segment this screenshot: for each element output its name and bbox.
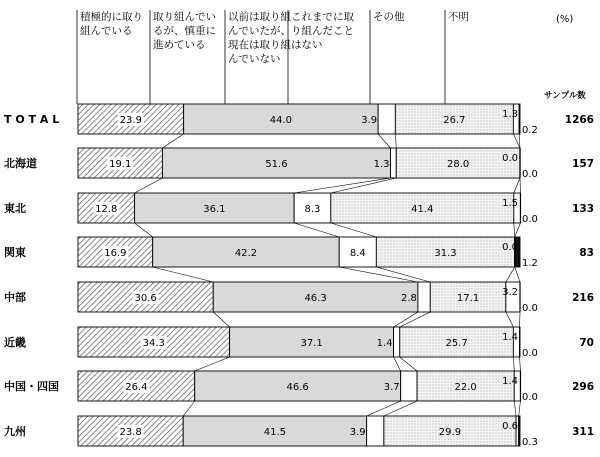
bar-value-label: 3.9 <box>361 115 378 126</box>
category-label: 中部 <box>4 291 26 304</box>
unit-label: (%) <box>556 14 574 25</box>
bar-value-label: 0.0 <box>522 214 538 225</box>
bar-connector-line <box>520 357 521 371</box>
sample-value: 216 <box>572 292 594 304</box>
bar-segment <box>401 371 417 401</box>
sample-value: 296 <box>572 381 594 393</box>
bar-connector-line <box>514 223 515 237</box>
legend-header-line: 積極的に取り <box>80 11 143 23</box>
bar-value-label: 1.4 <box>376 338 393 349</box>
legend-header-line: り組んだこと <box>291 25 354 37</box>
bar-segment <box>519 104 520 134</box>
bar-value-label: 1.2 <box>522 258 538 269</box>
bar-value-label: 46.3 <box>304 293 327 304</box>
bar-value-label: 3.9 <box>349 427 366 438</box>
bar-value-label: 36.1 <box>203 204 226 215</box>
bar-value-label: 44.0 <box>269 115 293 126</box>
bar-value-label: 22.0 <box>454 382 477 393</box>
bar-value-label: 2.8 <box>400 293 417 304</box>
bar-connector-line <box>514 178 520 193</box>
legend-header-line: んでいたが、 <box>228 25 291 37</box>
bar-connector-line <box>394 312 418 327</box>
bar-value-label: 1.3 <box>502 109 518 120</box>
sample-value: 70 <box>579 337 594 349</box>
bar-connector-line <box>135 178 163 193</box>
bar-connector-line <box>367 401 401 416</box>
bar-segment <box>394 327 400 357</box>
legend-header-line: 組んでいる <box>80 25 133 37</box>
bar-value-label: 19.1 <box>109 159 132 170</box>
bar-connector-line <box>519 401 521 416</box>
bar-value-label: 0.0 <box>522 169 538 180</box>
bar-value-label: 1.4 <box>502 376 518 387</box>
bar-connector-line <box>153 267 214 282</box>
bar-connector-line <box>162 134 183 148</box>
bar-value-label: 23.9 <box>119 115 142 126</box>
bar-connector-line <box>339 267 418 282</box>
bar-value-label: 1.3 <box>373 159 390 170</box>
bar-connector-line <box>294 223 339 237</box>
bar-value-label: 23.8 <box>119 427 142 438</box>
bar-value-label: 0.0 <box>502 153 518 164</box>
legend-header-line: はない <box>291 39 323 51</box>
category-label: 関東 <box>4 246 26 259</box>
sample-values <box>565 114 594 438</box>
bar-value-label: 1.5 <box>502 198 518 209</box>
bar-connector-line <box>384 401 417 416</box>
sample-value: 1266 <box>564 114 594 126</box>
legend-header-line: 現在は取り組 <box>228 39 291 51</box>
bar-value-label: 0.2 <box>522 125 538 136</box>
legend-header-line: 進めている <box>153 39 206 51</box>
bar-value-label: 0.0 <box>522 392 538 403</box>
bar-value-label: 26.4 <box>125 382 148 393</box>
bar-value-label: 51.6 <box>265 159 288 170</box>
bar-connector-line <box>376 267 430 282</box>
category-label: 東北 <box>4 202 26 215</box>
bar-value-label: 0.0 <box>522 303 538 314</box>
bar-connector-line <box>394 357 401 371</box>
bar-connector-line <box>515 267 520 282</box>
sample-value: 311 <box>572 426 594 438</box>
sample-value: 157 <box>572 158 594 170</box>
bar-connector-line <box>400 312 430 327</box>
sample-header: サンプル数 <box>544 91 586 101</box>
bar-value-label: 26.7 <box>443 115 466 126</box>
bar-value-label: 0.0 <box>502 242 518 253</box>
legend-header-line: 不明 <box>448 11 469 23</box>
bar-value-label: 16.9 <box>104 248 127 259</box>
bar-connector-line <box>331 223 377 237</box>
bar-connector-line <box>513 357 514 371</box>
bar-connector-line <box>213 312 229 327</box>
bar-connector-line <box>506 267 515 282</box>
bar-value-label: 42.2 <box>234 248 258 259</box>
category-label: T O T A L <box>4 113 60 126</box>
category-label: 近畿 <box>4 336 26 349</box>
bar-connector-line <box>183 401 194 416</box>
bar-segment <box>378 104 395 134</box>
bar-value-label: 1.4 <box>502 332 518 343</box>
bar-value-label: 46.6 <box>286 382 309 393</box>
bar-value-label: 17.1 <box>456 293 480 304</box>
bar-segment <box>418 282 430 312</box>
bar-connector-line <box>195 357 230 371</box>
bar-segment <box>367 416 384 446</box>
bar-value-label: 30.6 <box>134 293 157 304</box>
bar-connector-line <box>378 134 390 148</box>
bar-connector-line <box>515 223 521 237</box>
bar-value-label: 0.0 <box>522 348 538 359</box>
bar-value-label: 37.1 <box>300 338 323 349</box>
sample-value: 133 <box>572 203 594 215</box>
legend-header-line: 取り組んでい <box>153 11 216 23</box>
bar-connector-line <box>506 312 514 327</box>
category-labels <box>4 113 59 438</box>
bar-value-label: 41.5 <box>263 427 287 438</box>
legend-header-line: その他 <box>373 11 405 23</box>
bar-value-label: 41.4 <box>411 204 434 215</box>
bar-connector-line <box>395 134 396 148</box>
bar-value-label: 28.0 <box>446 159 470 170</box>
bar-connector-line <box>514 401 516 416</box>
legend-headers <box>80 10 469 65</box>
bar-value-label: 3.7 <box>383 382 400 393</box>
bar-connector-line <box>294 178 390 193</box>
bar-value-label: 31.3 <box>434 248 457 259</box>
bar-segment <box>519 416 520 446</box>
bar-value-label: 8.3 <box>304 204 321 215</box>
category-label: 中国・四国 <box>4 380 59 393</box>
bars <box>78 104 538 448</box>
bar-value-label: 25.7 <box>445 338 468 349</box>
bar-value-label: 12.8 <box>95 204 118 215</box>
legend-header-line: んでいない <box>228 53 281 65</box>
bar-value-label: 8.4 <box>349 248 366 259</box>
legend-header-line: これまでに取 <box>291 11 354 23</box>
bar-segment <box>390 148 396 178</box>
bar-connector-line <box>135 223 153 237</box>
category-label: 北海道 <box>4 157 37 170</box>
category-label: 九州 <box>4 425 26 438</box>
bar-connector-line <box>400 357 417 371</box>
bar-value-label: 0.6 <box>502 421 518 432</box>
legend-header-line: 以前は取り組 <box>228 11 291 23</box>
bar-value-label: 29.9 <box>438 427 462 438</box>
legend-header-line: るが、慎重に <box>153 25 216 37</box>
bar-value-label: 34.3 <box>142 338 165 349</box>
bar-value-label: 3.2 <box>502 287 518 298</box>
sample-value: 83 <box>579 247 594 259</box>
bar-value-label: 0.3 <box>522 437 538 448</box>
